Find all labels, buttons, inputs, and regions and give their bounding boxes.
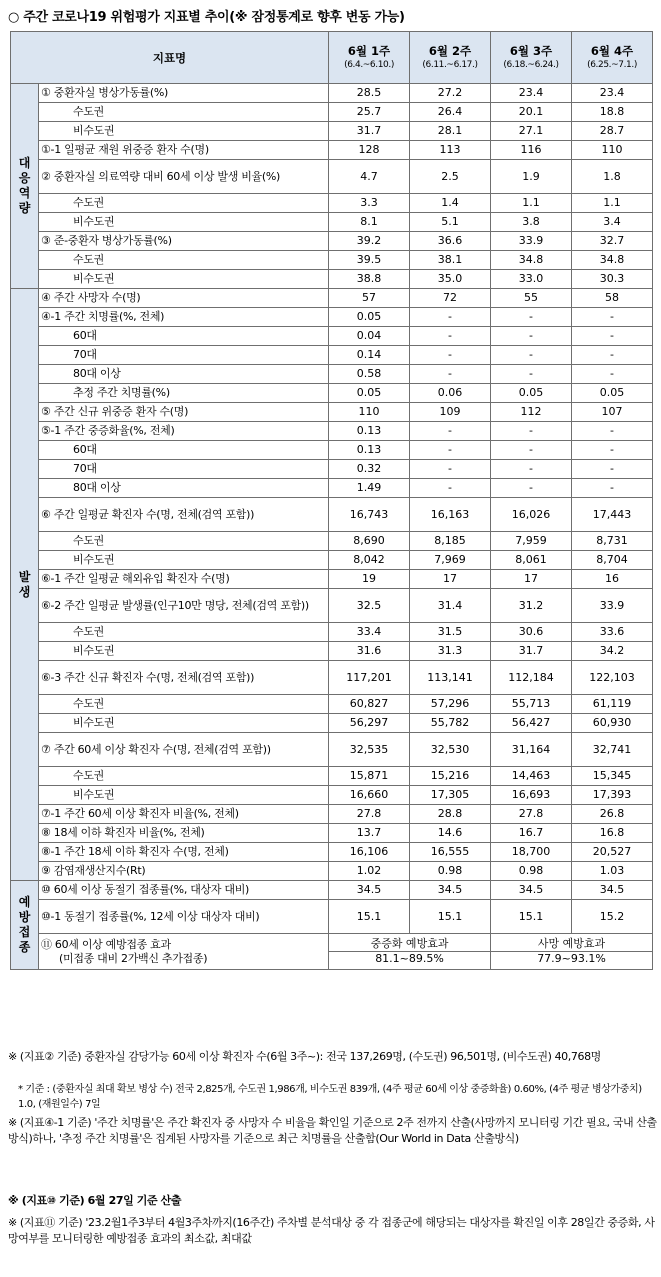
indicator-name: ⑨ 감염재생산지수(Rt): [39, 862, 329, 881]
efficacy-subtitle: (미접종 대비 2가백신 추가접종): [59, 951, 208, 965]
value-cell: 28.8: [410, 805, 491, 824]
indicator-name: 비수도권: [39, 270, 329, 289]
value-cell: 61,119: [572, 695, 653, 714]
week-label: 6월 2주: [428, 43, 472, 58]
indicator-name: ⑦ 주간 60세 이상 확진자 수(명, 전체(검역 포함)): [39, 733, 329, 767]
value-cell: 15.2: [572, 900, 653, 934]
table-row: [11, 843, 653, 862]
table-row: [11, 786, 653, 805]
value-cell: 15,216: [410, 767, 491, 786]
category-response: [11, 84, 39, 289]
death-efficacy-label: 사망 예방효과: [537, 937, 606, 950]
value-cell: 0.05: [572, 384, 653, 403]
value-cell: 32,535: [329, 733, 410, 767]
indicator-name: 비수도권: [39, 213, 329, 232]
value-cell: -: [410, 422, 491, 441]
page-title: ○ 주간 코로나19 위험평가 지표별 추이(※ 잠정통계로 향후 변동 가능): [8, 10, 405, 25]
indicator-name: ⑥-3 주간 신규 확진자 수(명, 전체(검역 포함)): [39, 661, 329, 695]
severe-efficacy-cell: [329, 934, 491, 970]
table-row: [11, 384, 653, 403]
value-cell: 16,693: [491, 786, 572, 805]
indicator-name: 70대: [39, 460, 329, 479]
table-row: [11, 881, 653, 900]
value-cell: 58: [572, 289, 653, 308]
value-cell: 3.8: [491, 213, 572, 232]
week-label: 6월 1주: [347, 43, 391, 58]
table-row: [11, 661, 653, 695]
value-cell: -: [410, 365, 491, 384]
value-cell: 3.4: [572, 213, 653, 232]
value-cell: 8,690: [329, 532, 410, 551]
value-cell: 55,782: [410, 714, 491, 733]
table-row: [11, 642, 653, 661]
indicator-name: 수도권: [39, 623, 329, 642]
indicator-name: ⑥-1 주간 일평균 해외유입 확진자 수(명): [39, 570, 329, 589]
value-cell: 1.1: [572, 194, 653, 213]
header-indicator: 지표명: [11, 32, 329, 84]
value-cell: 1.8: [572, 160, 653, 194]
table-row: [11, 589, 653, 623]
value-cell: 26.8: [572, 805, 653, 824]
value-cell: 60,930: [572, 714, 653, 733]
table-row: [11, 251, 653, 270]
value-cell: 7,959: [491, 532, 572, 551]
value-cell: -: [491, 422, 572, 441]
value-cell: 33.9: [491, 232, 572, 251]
table-row: [11, 327, 653, 346]
category-occurrence: [11, 289, 39, 881]
table-row: [11, 308, 653, 327]
value-cell: 16.7: [491, 824, 572, 843]
value-cell: 116: [491, 141, 572, 160]
value-cell: 14.6: [410, 824, 491, 843]
note-fatality: ※ (지표④-1 기준) '주간 치명률'은 주간 확진자 중 사망자 수 비율을 확인일 기준으로 2주 전까지 산출(사망까지 모니터링 기간 필요, 국내 산출방식)하나, '추정 주간 치명률'은 집계된 사망자를 기준으로 최근 치명률을 산출함(Our World in Data 산출방식): [8, 1116, 657, 1145]
value-cell: 16.8: [572, 824, 653, 843]
indicator-name: 비수도권: [39, 122, 329, 141]
table-row: [11, 498, 653, 532]
indicator-name: ⑥ 주간 일평균 확진자 수(명, 전체(검역 포함)): [39, 498, 329, 532]
value-cell: 8,185: [410, 532, 491, 551]
value-cell: 19: [329, 570, 410, 589]
note-criteria: * 기준 : (중환자실 최대 확보 병상 수) 전국 2,825개, 수도권 1,986개, 비수도권 839개, (4주 평균 60세 이상 중증화율) 0.60%, (4주 평균 병상가중치) 1.0, (재원일수) 7일: [18, 1084, 642, 1110]
indicator-name: ④ 주간 사망자 수(명): [39, 289, 329, 308]
value-cell: 5.1: [410, 213, 491, 232]
value-cell: 34.8: [572, 251, 653, 270]
value-cell: 33.9: [572, 589, 653, 623]
table-row: [11, 551, 653, 570]
value-cell: 128: [329, 141, 410, 160]
value-cell: -: [572, 479, 653, 498]
value-cell: 31.7: [491, 642, 572, 661]
value-cell: -: [410, 460, 491, 479]
value-cell: 15,345: [572, 767, 653, 786]
value-cell: 17,443: [572, 498, 653, 532]
value-cell: 34.2: [572, 642, 653, 661]
value-cell: -: [572, 422, 653, 441]
table-row: [11, 84, 653, 103]
value-cell: 17: [410, 570, 491, 589]
value-cell: 72: [410, 289, 491, 308]
category-label: 대응역량: [18, 156, 31, 215]
value-cell: 27.8: [491, 805, 572, 824]
value-cell: 1.03: [572, 862, 653, 881]
table-row: [11, 365, 653, 384]
indicator-name: ① 중환자실 병상가동률(%): [39, 84, 329, 103]
indicator-name: 수도권: [39, 103, 329, 122]
value-cell: 16: [572, 570, 653, 589]
table-row: [11, 122, 653, 141]
value-cell: 110: [572, 141, 653, 160]
value-cell: 34.5: [572, 881, 653, 900]
value-cell: -: [410, 308, 491, 327]
value-cell: 107: [572, 403, 653, 422]
efficacy-name: [39, 934, 329, 970]
table-row: [11, 194, 653, 213]
indicator-name: 수도권: [39, 767, 329, 786]
value-cell: 55,713: [491, 695, 572, 714]
value-cell: 0.98: [410, 862, 491, 881]
value-cell: 57,296: [410, 695, 491, 714]
category-label: 발생: [18, 569, 31, 599]
value-cell: -: [572, 365, 653, 384]
value-cell: 56,427: [491, 714, 572, 733]
value-cell: 31.4: [410, 589, 491, 623]
value-cell: 57: [329, 289, 410, 308]
indicator-table-wrap: [10, 31, 653, 970]
value-cell: 1.4: [410, 194, 491, 213]
table-row: [11, 714, 653, 733]
header-week-2: [410, 32, 491, 84]
value-cell: 32.7: [572, 232, 653, 251]
value-cell: 32,530: [410, 733, 491, 767]
value-cell: 0.13: [329, 441, 410, 460]
week-range: (6.18.~6.24.): [503, 59, 559, 70]
value-cell: 32.5: [329, 589, 410, 623]
value-cell: -: [491, 327, 572, 346]
value-cell: 38.8: [329, 270, 410, 289]
value-cell: 16,660: [329, 786, 410, 805]
severe-efficacy-label: 중증화 예방효과: [370, 937, 449, 950]
value-cell: 112: [491, 403, 572, 422]
value-cell: 36.6: [410, 232, 491, 251]
value-cell: 0.58: [329, 365, 410, 384]
value-cell: 122,103: [572, 661, 653, 695]
value-cell: 18,700: [491, 843, 572, 862]
table-row: [11, 695, 653, 714]
value-cell: 33.4: [329, 623, 410, 642]
value-cell: -: [491, 441, 572, 460]
indicator-name: 추정 주간 치명률(%): [39, 384, 329, 403]
value-cell: -: [410, 346, 491, 365]
value-cell: 16,743: [329, 498, 410, 532]
indicator-name: 60대: [39, 441, 329, 460]
indicator-name: 비수도권: [39, 786, 329, 805]
table-row: [11, 767, 653, 786]
value-cell: 28.5: [329, 84, 410, 103]
table-row: [11, 232, 653, 251]
value-cell: 14,463: [491, 767, 572, 786]
table-body: [11, 84, 653, 970]
indicator-name: 70대: [39, 346, 329, 365]
value-cell: 31,164: [491, 733, 572, 767]
value-cell: 17,393: [572, 786, 653, 805]
value-cell: 28.1: [410, 122, 491, 141]
death-efficacy-value: 77.9~93.1%: [491, 951, 652, 966]
header-week-4: [572, 32, 653, 84]
value-cell: 110: [329, 403, 410, 422]
indicator-name: 60대: [39, 327, 329, 346]
value-cell: 26.4: [410, 103, 491, 122]
value-cell: -: [491, 365, 572, 384]
value-cell: 34.5: [329, 881, 410, 900]
week-range: (6.11.~6.17.): [422, 59, 478, 70]
value-cell: 17,305: [410, 786, 491, 805]
note-efficacy: ※ (지표⑪ 기준) '23.2월1주3부터 4월3주차까지(16주간) 주차별 분석대상 중 각 접종군에 해당되는 대상자를 확진일 이후 28일간 중증화, 사망여부를 모니터링한 예방접종 효과의 최소값, 최대값: [8, 1216, 655, 1245]
value-cell: 35.0: [410, 270, 491, 289]
value-cell: 27.1: [491, 122, 572, 141]
value-cell: 13.7: [329, 824, 410, 843]
severe-efficacy-value: 81.1~89.5%: [329, 951, 490, 966]
indicator-name: 80대 이상: [39, 365, 329, 384]
table-row: [11, 460, 653, 479]
indicator-table: [10, 31, 653, 970]
value-cell: 8,042: [329, 551, 410, 570]
efficacy-row: [11, 934, 653, 970]
value-cell: 113,141: [410, 661, 491, 695]
category-label: 예방접종: [18, 895, 31, 954]
value-cell: 1.9: [491, 160, 572, 194]
table-row: [11, 805, 653, 824]
table-row: [11, 422, 653, 441]
value-cell: 1.49: [329, 479, 410, 498]
table-row: [11, 900, 653, 934]
table-row: [11, 403, 653, 422]
header-week-1: [329, 32, 410, 84]
table-row: [11, 824, 653, 843]
note-icu-capacity: ※ (지표② 기준) 중환자실 감당가능 60세 이상 확진자 수(6월 3주~): 전국 137,269명, (수도권) 96,501명, (비수도권) 40,768명: [8, 1050, 601, 1063]
value-cell: 0.04: [329, 327, 410, 346]
value-cell: 8,731: [572, 532, 653, 551]
value-cell: -: [491, 479, 572, 498]
indicator-name: 수도권: [39, 695, 329, 714]
week-label: 6월 3주: [509, 43, 553, 58]
value-cell: 17: [491, 570, 572, 589]
header-week-3: [491, 32, 572, 84]
value-cell: 0.98: [491, 862, 572, 881]
indicator-name: ⑤ 주간 신규 위중증 환자 수(명): [39, 403, 329, 422]
value-cell: 60,827: [329, 695, 410, 714]
value-cell: -: [491, 308, 572, 327]
value-cell: -: [410, 441, 491, 460]
value-cell: 117,201: [329, 661, 410, 695]
value-cell: 31.3: [410, 642, 491, 661]
value-cell: -: [572, 308, 653, 327]
value-cell: 31.5: [410, 623, 491, 642]
value-cell: 31.6: [329, 642, 410, 661]
value-cell: 34.8: [491, 251, 572, 270]
indicator-name: 수도권: [39, 532, 329, 551]
indicator-name: ⑧-1 주간 18세 이하 확진자 수(명, 전체): [39, 843, 329, 862]
value-cell: 16,163: [410, 498, 491, 532]
indicator-name: ③ 준-중환자 병상가동률(%): [39, 232, 329, 251]
indicator-name: ⑤-1 주간 중증화율(%, 전체): [39, 422, 329, 441]
indicator-name: 비수도권: [39, 642, 329, 661]
value-cell: 38.1: [410, 251, 491, 270]
value-cell: -: [410, 479, 491, 498]
value-cell: 20.1: [491, 103, 572, 122]
value-cell: -: [572, 441, 653, 460]
table-row: [11, 289, 653, 308]
value-cell: 39.2: [329, 232, 410, 251]
table-row: [11, 441, 653, 460]
value-cell: 7,969: [410, 551, 491, 570]
value-cell: -: [491, 460, 572, 479]
value-cell: 56,297: [329, 714, 410, 733]
efficacy-title: ⑪ 60세 이상 예방접종 효과: [41, 937, 171, 951]
value-cell: 33.0: [491, 270, 572, 289]
value-cell: 4.7: [329, 160, 410, 194]
table-row: [11, 270, 653, 289]
value-cell: 33.6: [572, 623, 653, 642]
value-cell: 15,871: [329, 767, 410, 786]
value-cell: 23.4: [491, 84, 572, 103]
value-cell: 18.8: [572, 103, 653, 122]
value-cell: 27.2: [410, 84, 491, 103]
table-row: [11, 160, 653, 194]
value-cell: 16,106: [329, 843, 410, 862]
value-cell: 23.4: [572, 84, 653, 103]
note-vaccination-date: ※ (지표⑩ 기준) 6월 27일 기준 산출: [8, 1194, 182, 1207]
table-row: [11, 862, 653, 881]
value-cell: -: [410, 327, 491, 346]
week-label: 6월 4주: [590, 43, 634, 58]
table-header-row: [11, 32, 653, 84]
week-range: (6.4.~6.10.): [344, 59, 394, 70]
value-cell: 0.13: [329, 422, 410, 441]
table-row: [11, 733, 653, 767]
value-cell: 16,026: [491, 498, 572, 532]
value-cell: 25.7: [329, 103, 410, 122]
value-cell: 39.5: [329, 251, 410, 270]
indicator-name: ⑦-1 주간 60세 이상 확진자 비율(%, 전체): [39, 805, 329, 824]
indicator-name: ⑩ 60세 이상 동절기 접종률(%, 대상자 대비): [39, 881, 329, 900]
indicator-name: ①-1 일평균 재원 위중증 환자 수(명): [39, 141, 329, 160]
indicator-name: 수도권: [39, 251, 329, 270]
indicator-name: ② 중환자실 의료역량 대비 60세 이상 발생 비율(%): [39, 160, 329, 194]
indicator-name: 80대 이상: [39, 479, 329, 498]
value-cell: 15.1: [410, 900, 491, 934]
table-row: [11, 532, 653, 551]
value-cell: 31.7: [329, 122, 410, 141]
table-row: [11, 623, 653, 642]
value-cell: 0.05: [491, 384, 572, 403]
value-cell: 34.5: [410, 881, 491, 900]
value-cell: -: [572, 327, 653, 346]
value-cell: -: [572, 460, 653, 479]
category-vaccination: [11, 881, 39, 970]
table-row: [11, 346, 653, 365]
value-cell: 0.06: [410, 384, 491, 403]
value-cell: 8,704: [572, 551, 653, 570]
value-cell: 0.05: [329, 308, 410, 327]
value-cell: 0.05: [329, 384, 410, 403]
table-row: [11, 479, 653, 498]
indicator-name: 수도권: [39, 194, 329, 213]
table-row: [11, 570, 653, 589]
value-cell: 3.3: [329, 194, 410, 213]
death-efficacy-cell: [491, 934, 653, 970]
indicator-name: ④-1 주간 치명률(%, 전체): [39, 308, 329, 327]
value-cell: 27.8: [329, 805, 410, 824]
value-cell: 15.1: [491, 900, 572, 934]
value-cell: 0.14: [329, 346, 410, 365]
value-cell: -: [491, 346, 572, 365]
value-cell: 109: [410, 403, 491, 422]
value-cell: 28.7: [572, 122, 653, 141]
indicator-name: 비수도권: [39, 714, 329, 733]
indicator-name: ⑥-2 주간 일평균 발생률(인구10만 명당, 전체(검역 포함)): [39, 589, 329, 623]
value-cell: 2.5: [410, 160, 491, 194]
value-cell: 30.6: [491, 623, 572, 642]
table-row: [11, 213, 653, 232]
value-cell: 16,555: [410, 843, 491, 862]
indicator-name: ⑩-1 동절기 접종률(%, 12세 이상 대상자 대비): [39, 900, 329, 934]
value-cell: 30.3: [572, 270, 653, 289]
value-cell: -: [572, 346, 653, 365]
value-cell: 8.1: [329, 213, 410, 232]
week-range: (6.25.~7.1.): [587, 59, 637, 70]
value-cell: 34.5: [491, 881, 572, 900]
indicator-name: ⑧ 18세 이하 확진자 비율(%, 전체): [39, 824, 329, 843]
value-cell: 20,527: [572, 843, 653, 862]
value-cell: 15.1: [329, 900, 410, 934]
value-cell: 31.2: [491, 589, 572, 623]
value-cell: 1.02: [329, 862, 410, 881]
value-cell: 1.1: [491, 194, 572, 213]
table-row: [11, 103, 653, 122]
value-cell: 55: [491, 289, 572, 308]
value-cell: 112,184: [491, 661, 572, 695]
value-cell: 113: [410, 141, 491, 160]
value-cell: 0.32: [329, 460, 410, 479]
value-cell: 8,061: [491, 551, 572, 570]
table-row: [11, 141, 653, 160]
value-cell: 32,741: [572, 733, 653, 767]
indicator-name: 비수도권: [39, 551, 329, 570]
